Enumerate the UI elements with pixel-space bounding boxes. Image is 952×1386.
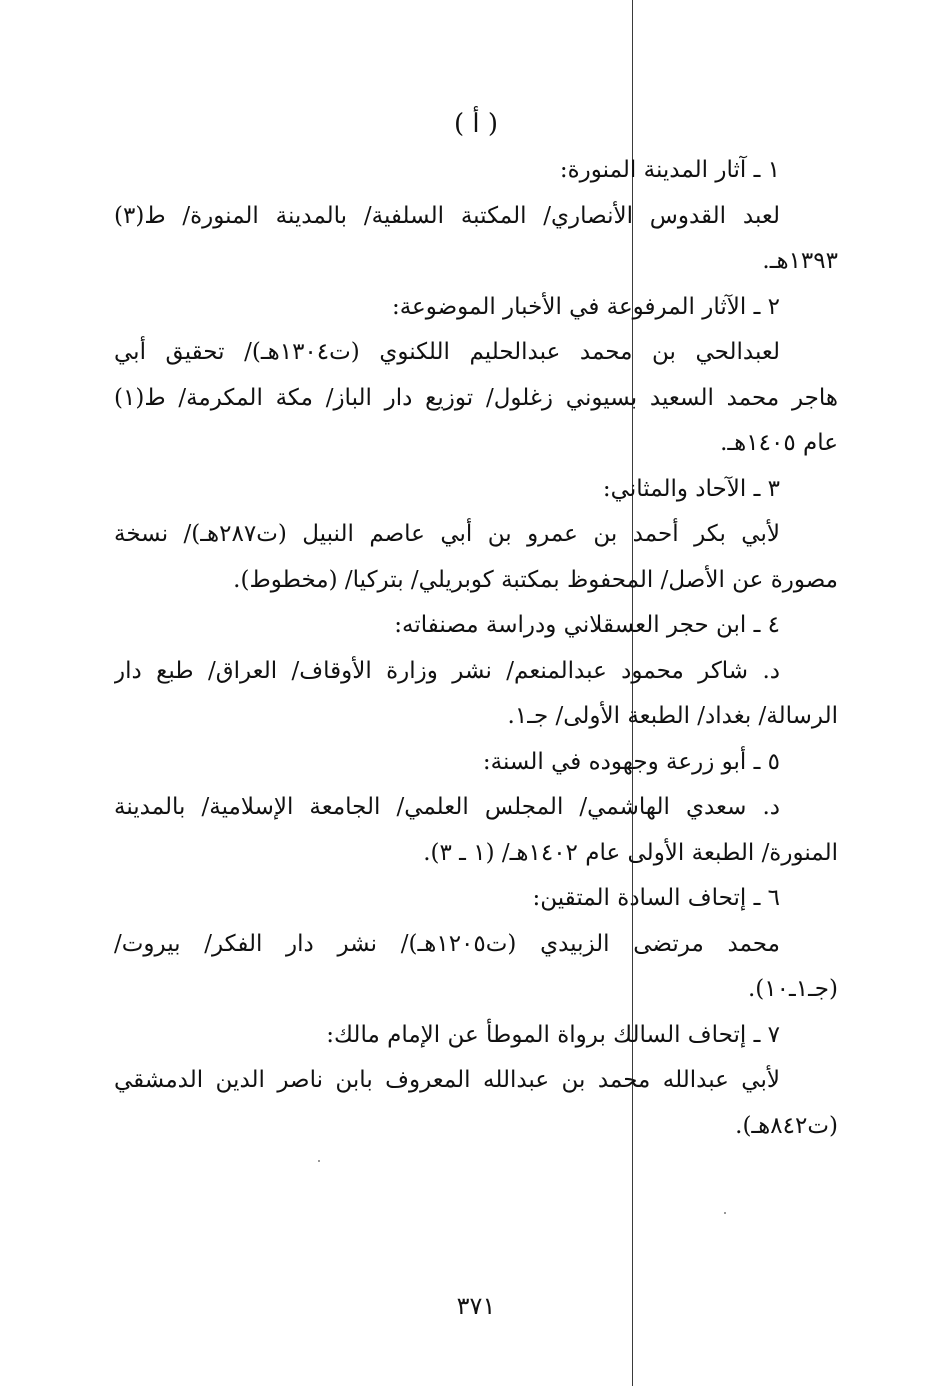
scan-speck	[318, 1160, 320, 1162]
entry-title: ٥ ـ أبو زرعة وجهوده في السنة:	[482, 748, 780, 775]
entry-detail-line: د. سعدي الهاشمي/ المجلس العلمي/ الجامعة الإسلامية/ بالمدينة	[114, 794, 780, 820]
entry-detail-line: (ت٨٤٢هـ).	[735, 1112, 838, 1139]
entry-title: ٧ ـ إتحاف السالك برواة الموطأ عن الإمام مالك:	[326, 1021, 780, 1048]
entry-detail-line: الرسالة/ بغداد/ الطبعة الأولى/ جـ١.	[507, 703, 838, 729]
bibliography-entry	[114, 876, 838, 1013]
entry-detail-line: لأبي عبدالله محمد بن عبدالله المعروف بابن ناصر الدين الدمشقي	[114, 1067, 780, 1093]
bibliography-entry	[114, 467, 838, 604]
bibliography-list	[114, 148, 838, 1149]
scan-speck	[724, 1212, 726, 1214]
page-number: ٣٧١	[456, 1292, 496, 1320]
entry-details	[114, 330, 838, 467]
entry-title: ٦ ـ إتحاف السادة المتقين:	[532, 885, 780, 911]
entry-detail-line: المنورة/ الطبعة الأولى عام ١٤٠٢هـ/ (١ ـ ٣).	[423, 839, 838, 866]
bibliography-entry	[114, 740, 838, 877]
entry-details	[114, 785, 838, 876]
entry-details	[114, 922, 838, 1013]
entry-detail-line: لأبي بكر أحمد بن عمرو بن أبي عاصم النبيل (ت٢٨٧هـ)/ نسخة	[114, 521, 780, 547]
section-letter-heading: ( أ )	[453, 109, 499, 139]
entry-detail-line: مصورة عن الأصل/ المحفوظ بمكتبة كوبريلي/ بتركيا/ (مخطوط).	[233, 566, 838, 593]
entry-detail-line: لعبد القدوس الأنصاري/ المكتبة السلفية/ بالمدينة المنورة/ ط(٣)	[114, 202, 780, 229]
bibliography-entry	[114, 603, 838, 740]
entry-detail-line: عام ١٤٠٥هـ.	[720, 430, 838, 456]
entry-details	[114, 512, 838, 603]
entry-detail-line: ١٣٩٣هـ.	[762, 248, 838, 274]
entry-detail-line: محمد مرتضى الزبيدي (ت١٢٠٥هـ)/ نشر دار الفكر/ بيروت/	[114, 930, 780, 957]
entry-detail-line: د. شاكر محمود عبدالمنعم/ نشر وزارة الأوقاف/ العراق/ طبع دار	[114, 657, 780, 684]
entry-details	[114, 1058, 838, 1149]
entry-title: ٤ ـ ابن حجر العسقلاني ودراسة مصنفاته:	[394, 612, 780, 638]
entry-details	[114, 649, 838, 740]
entry-title: ٣ ـ الآحاد والمثاني:	[602, 475, 780, 502]
entry-title: ٢ ـ الآثار المرفوعة في الأخبار الموضوعة:	[391, 293, 780, 320]
entry-detail-line: لعبدالحي بن محمد عبدالحليم اللكنوي (ت١٣٠٤هـ)/ تحقيق أبي	[114, 339, 780, 365]
entry-details	[114, 194, 838, 285]
entry-detail-line: هاجر محمد السعيد بسيوني زغلول/ توزيع دار الباز/ مكة المكرمة/ ط(١)	[114, 384, 838, 411]
bibliography-entry	[114, 1013, 838, 1150]
entry-title: ١ ـ آثار المدينة المنورة:	[559, 157, 780, 183]
bibliography-entry	[114, 285, 838, 467]
entry-detail-line: (جـ١ـ١٠).	[747, 976, 838, 1002]
bibliography-entry	[114, 148, 838, 285]
